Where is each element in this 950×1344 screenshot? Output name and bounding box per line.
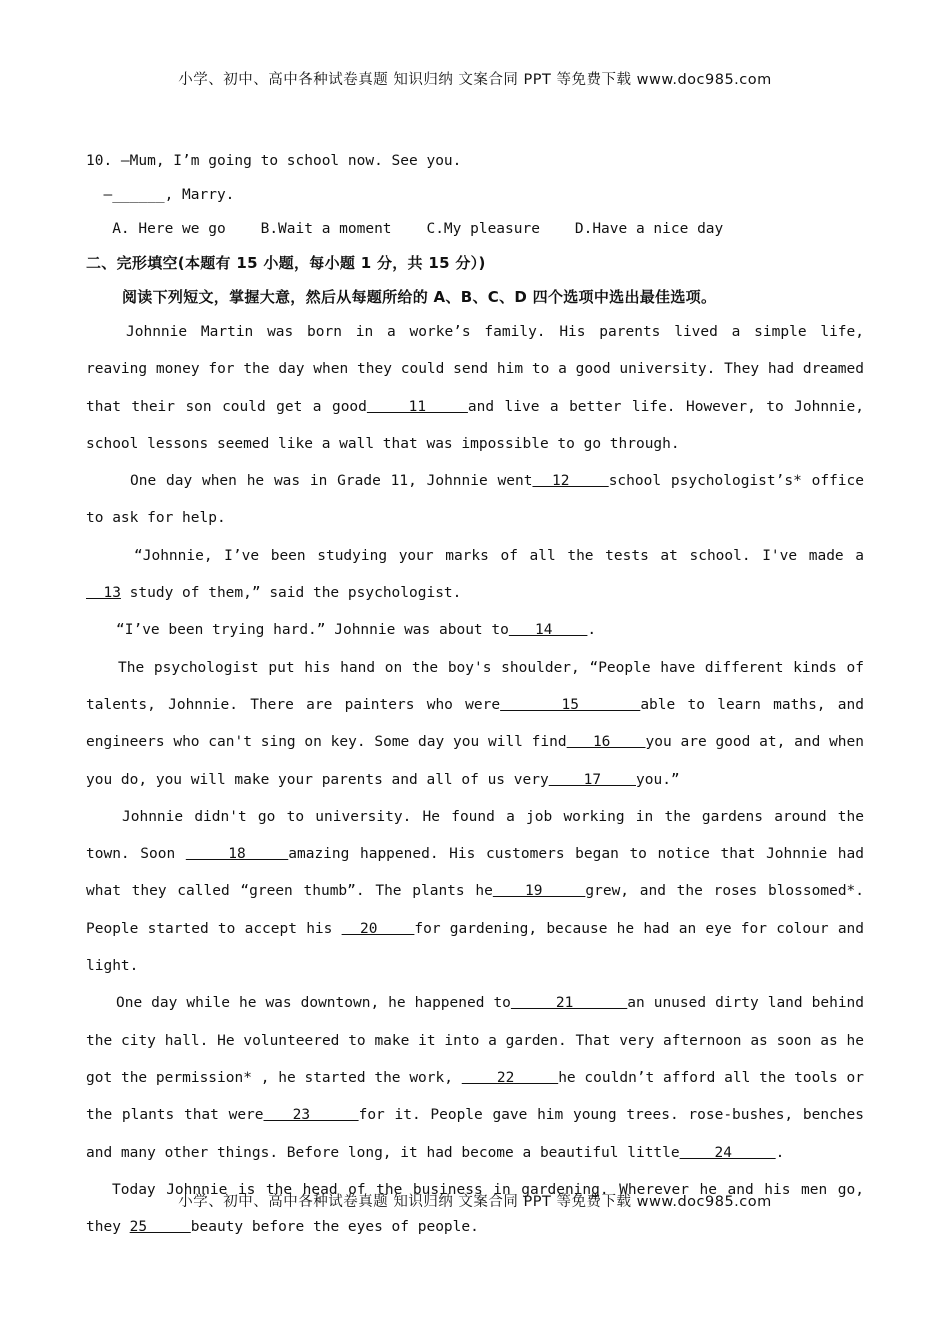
passage-text: study of them,” said the psychologist. [120,585,462,602]
passage-paragraph-1 [86,314,864,463]
blank-19: 19 [492,883,586,900]
passage-text: for it. People gave him young trees. rose-bushes, benches and many other things. Before long, it had become a beautiful little [86,1107,864,1161]
section-2-instruction: 阅读下列短文，掌握大意，然后从每题所给的 A、B、C、D 四个选项中选出最佳选项。 [122,288,717,306]
passage-text: Johnnie didn't go to university. He found a job working in the gardens around the town. Soon [86,808,864,863]
passage-text: . [775,1144,785,1161]
blank-24: 24 [679,1144,776,1161]
passage-text: . [587,622,597,639]
question-10-reply: —______, Marry. [86,187,235,203]
passage-text: “I’ve been trying hard.” Johnnie was about to [116,622,509,639]
blank-16: 16 [566,734,646,751]
blank-23: 23 [263,1107,359,1124]
blank-11: 11 [366,398,468,415]
question-10-prompt: 10. —Mum, I’m going to school now. See you. [86,153,462,169]
passage-paragraph-7 [86,985,864,1171]
page-header: 小学、初中、高中各种试卷真题 知识归纳 文案合同 PPT 等免费下载 www.doc985.com [178,72,772,88]
passage-text: you.” [636,771,680,788]
blank-13: 13 [86,585,121,602]
passage-text: an unused dirty land behind the city hall. He volunteered to make it into a garden. That very afternoon as soon as he got the permission* , he started the work, [86,995,865,1086]
blank-22: 22 [461,1069,559,1086]
blank-12: 12 [532,473,609,490]
passage-text: amazing happened. His customers began to notice that Johnnie had what they called “green thumb”. The plants he [86,846,864,900]
passage-text: grew, and the roses blossomed*. People started to accept his [86,883,865,937]
passage-text: One day while he was downtown, he happened to [116,995,511,1012]
question-10-options: A. Here we go B.Wait a moment C.My pleasure D.Have a nice day [86,221,724,237]
passage-paragraph-3 [86,538,864,613]
passage-text: Today Johnnie is the head of the business in gardening. Wherever he and his men go, they [86,1181,864,1236]
passage-paragraph-6 [86,799,864,985]
section-2-title: 二、完形填空(本题有 15 小题，每小题 1 分，共 15 分）) [86,254,486,272]
passage-text: you are good at, and when you do, you will make your parents and all of us very [86,734,864,788]
blank-18: 18 [185,846,289,863]
passage-text: able to learn maths, and engineers who can't sing on key. Some day you will find [86,696,865,751]
passage-text: he couldn’t afford all the tools or the plants that were [86,1069,864,1124]
passage-text: Johnnie Martin was born in a worke’s family. His parents lived a simple life, reaving money for the day when they could send him to a good university. They had dreamed that their son could get a good [86,324,864,415]
passage-text: The psychologist put his hand on the boy's shoulder, “People have different kinds of talents, Johnnie. There are painters who were [86,659,864,713]
blank-17: 17 [548,771,636,788]
passage-paragraph-4 [86,612,864,649]
passage-text: and live a better life. However, to Johnnie, school lessons seemed like a wall that was impossible to go through. [86,398,864,452]
blank-20: 20 [341,920,415,937]
passage-text: school psychologist’s* office to ask for help. [86,473,864,527]
passage-paragraph-2 [86,463,864,538]
passage-text: One day when he was in Grade 11, Johnnie went [130,473,533,490]
blank-25: 25 [129,1219,191,1236]
passage-paragraph-5 [86,650,864,799]
blank-21: 21 [510,995,628,1012]
passage-text: “Johnnie, I’ve been studying your marks of all the tests at school. I've made a [134,547,864,564]
page-footer: 小学、初中、高中各种试卷真题 知识归纳 文案合同 PPT 等免费下载 www.doc985.com [178,1194,772,1210]
passage-text: beauty before the eyes of people. [190,1219,479,1236]
blank-15: 15 [500,696,641,713]
blank-14: 14 [508,622,588,639]
exam-content [86,144,864,1246]
passage-text: for gardening, because he had an eye for colour and light. [86,920,865,975]
